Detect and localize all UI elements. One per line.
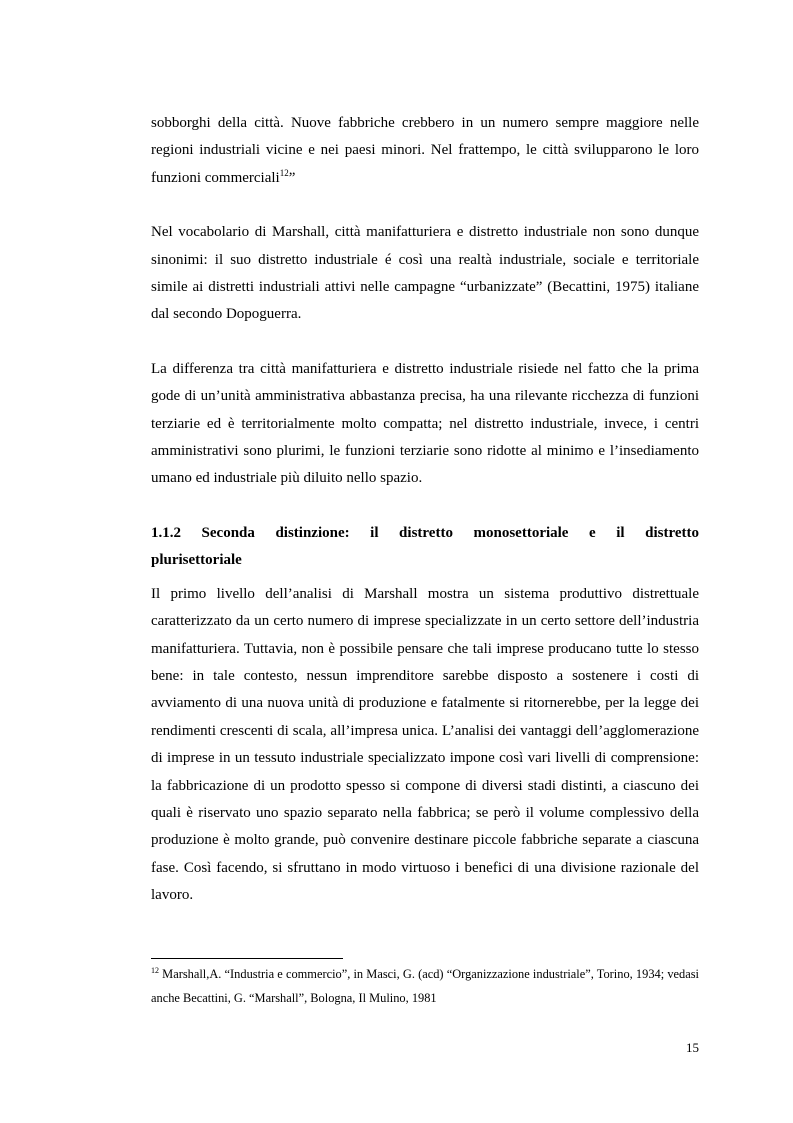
footnote-divider xyxy=(151,958,343,959)
footnote-reference[interactable]: 12 xyxy=(279,167,289,178)
paragraph-marshall-vocabulary: Nel vocabolario di Marshall, città manifatturiera e distretto industriale non sono dunque sinonimi: il suo distretto industriale é così una realtà industriale, sociale e territoriale simile ai distretti industriali attivi nelle campagne “urbanizzate” (Becattini, 1975) italiane dal secondo Dopoguerra. xyxy=(151,224,699,323)
paragraph-first-level-analysis: Il primo livello dell’analisi di Marshall mostra un sistema produttivo distrettuale caratterizzato da un certo numero di imprese specializzate in un certo settore dell’industria manifatturiera. Tuttavia, non è possibile pensare che tali imprese producano tutte lo stesso bene: in tale contesto, nessun imprenditore sarebbe disposto a sostenere i costi di avviamento di una nuova unità di produzione e fatalmente si ritornerebbe, per la legge dei rendimenti crescenti di scala, all’impresa unica. L’analisi dei vantaggi dell’agglomerazione di imprese in un tessuto industriale specializzato impone così vari livelli di comprensione: la fabbricazione di un prodotto spesso si compone di diversi stadi distinti, a ciascuno dei quali è riservato uno spazio separato nella fabbrica; se però il volume complessivo della produzione è molto grande, può convenire destinare piccole fabbriche separate a ciascuna fase. Così facendo, si sfruttano in modo virtuoso i benefici di una divisione razionale del lavoro. xyxy=(151,585,699,904)
paragraph-text: sobborghi della città. Nuove fabbriche crebbero in un numero sempre maggiore nelle regioni industriali vicine e nei paesi minori. Nel frattempo, le città svilupparono le loro funzioni commerciali xyxy=(151,115,699,186)
paragraph-continuation xyxy=(151,110,699,192)
footnote-text: Marshall,A. “Industria e commercio”, in Masci, G. (acd) “Organizzazione industriale”, Torino, 1934; vedasi anche Becattini, G. “Marshall”, Bologna, Il Mulino, 1981 xyxy=(151,967,699,1005)
section-heading: 1.1.2 Seconda distinzione: il distretto monosettoriale e il distretto xyxy=(151,524,699,541)
paragraph-difference: La differenza tra città manifatturiera e distretto industriale risiede nel fatto che la prima gode di un’unità amministrativa abbastanza precisa, ha una rilevante ricchezza di funzioni terziarie ed è territorialmente molto compatta; nel distretto industriale, invece, i centri amministrativi sono plurimi, le funzioni terziarie sono ridotte al minimo e l’insediamento umano ed industriale più diluito nello spazio. xyxy=(151,360,699,487)
closing-quote: ” xyxy=(288,169,296,186)
footnote xyxy=(151,962,699,1010)
footnote-number: 12 xyxy=(151,966,159,975)
main-text xyxy=(151,110,699,910)
section-heading-continuation: plurisettoriale xyxy=(151,552,242,569)
page-number: 15 xyxy=(686,1040,699,1055)
